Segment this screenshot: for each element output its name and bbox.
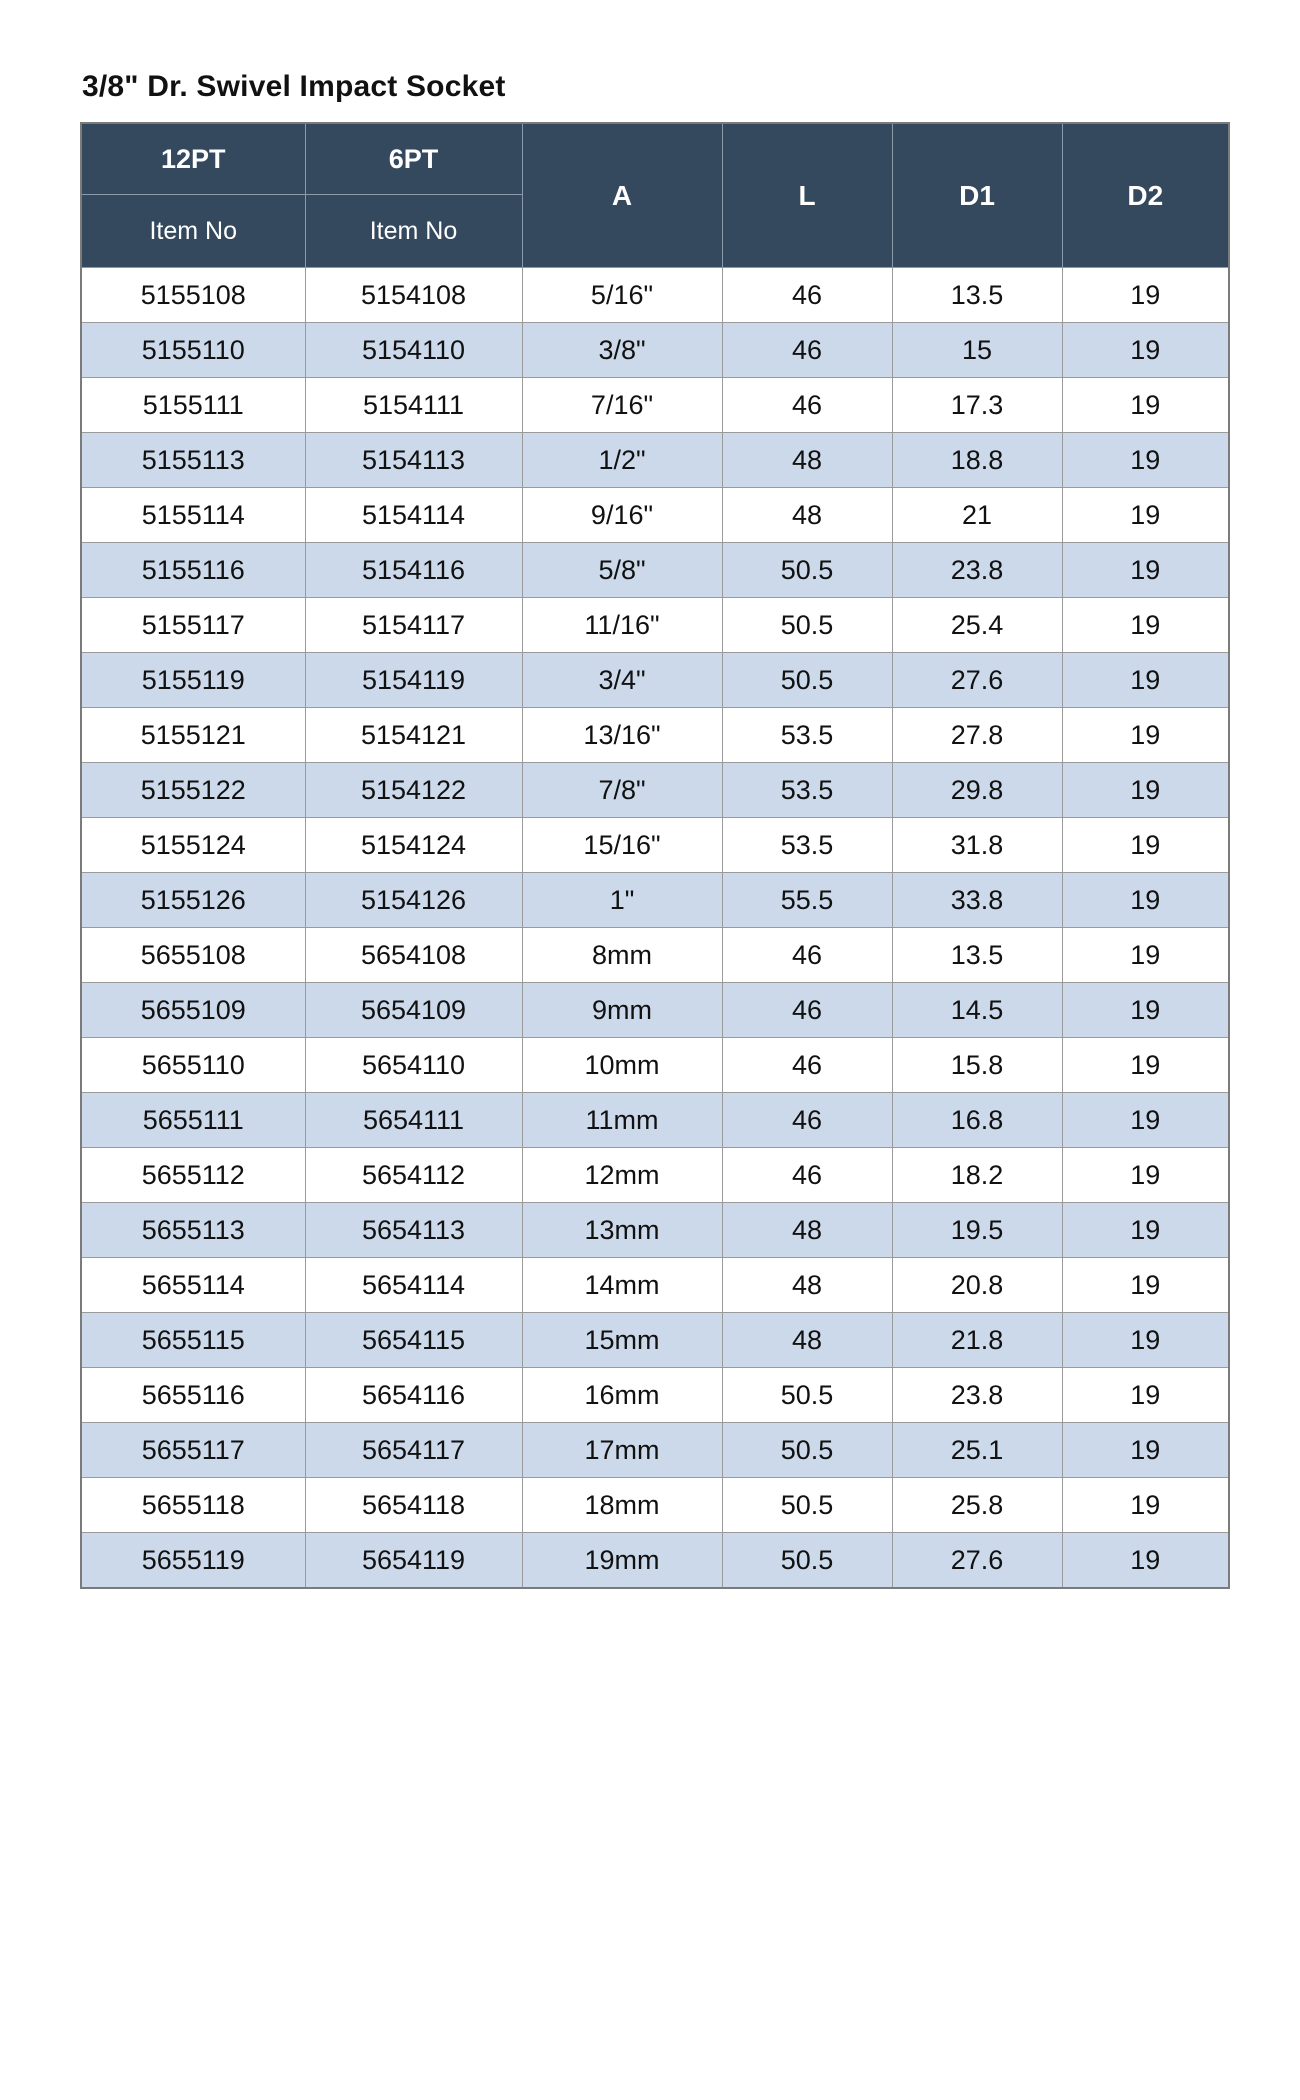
cell-12pt-item-no: 5155108 (81, 268, 305, 323)
cell-12pt-item-no: 5155124 (81, 818, 305, 873)
cell-a: 13/16" (522, 708, 722, 763)
cell-l: 50.5 (722, 1423, 892, 1478)
cell-a: 12mm (522, 1148, 722, 1203)
cell-d2: 19 (1062, 1533, 1229, 1589)
cell-a: 1" (522, 873, 722, 928)
cell-l: 48 (722, 433, 892, 488)
table-row (81, 433, 1229, 488)
cell-6pt-item-no: 5154119 (305, 653, 522, 708)
table-row (81, 818, 1229, 873)
cell-l: 50.5 (722, 1533, 892, 1589)
cell-l: 48 (722, 1203, 892, 1258)
cell-a: 5/16" (522, 268, 722, 323)
cell-l: 50.5 (722, 543, 892, 598)
cell-d1: 15 (892, 323, 1062, 378)
cell-d2: 19 (1062, 433, 1229, 488)
cell-l: 46 (722, 268, 892, 323)
column-header-d2: D2 (1062, 123, 1229, 268)
cell-12pt-item-no: 5655119 (81, 1533, 305, 1589)
cell-12pt-item-no: 5155114 (81, 488, 305, 543)
cell-12pt-item-no: 5155122 (81, 763, 305, 818)
cell-d2: 19 (1062, 1258, 1229, 1313)
column-header-l: L (722, 123, 892, 268)
cell-l: 48 (722, 1313, 892, 1368)
cell-12pt-item-no: 5655116 (81, 1368, 305, 1423)
cell-a: 14mm (522, 1258, 722, 1313)
cell-12pt-item-no: 5155117 (81, 598, 305, 653)
cell-12pt-item-no: 5655114 (81, 1258, 305, 1313)
cell-l: 53.5 (722, 763, 892, 818)
cell-d2: 19 (1062, 763, 1229, 818)
cell-d2: 19 (1062, 598, 1229, 653)
table-row (81, 1038, 1229, 1093)
cell-6pt-item-no: 5654114 (305, 1258, 522, 1313)
cell-d1: 20.8 (892, 1258, 1062, 1313)
cell-6pt-item-no: 5154117 (305, 598, 522, 653)
cell-d1: 21.8 (892, 1313, 1062, 1368)
table-row (81, 488, 1229, 543)
cell-12pt-item-no: 5655109 (81, 983, 305, 1038)
table-row (81, 708, 1229, 763)
cell-l: 48 (722, 1258, 892, 1313)
table-row (81, 653, 1229, 708)
table-row (81, 873, 1229, 928)
cell-12pt-item-no: 5155119 (81, 653, 305, 708)
cell-6pt-item-no: 5654108 (305, 928, 522, 983)
cell-a: 5/8" (522, 543, 722, 598)
table-row (81, 598, 1229, 653)
cell-6pt-item-no: 5154121 (305, 708, 522, 763)
cell-12pt-item-no: 5655112 (81, 1148, 305, 1203)
cell-6pt-item-no: 5654113 (305, 1203, 522, 1258)
table-row (81, 1313, 1229, 1368)
cell-d1: 13.5 (892, 268, 1062, 323)
cell-a: 10mm (522, 1038, 722, 1093)
cell-d1: 25.4 (892, 598, 1062, 653)
table-row (81, 1368, 1229, 1423)
cell-l: 46 (722, 1038, 892, 1093)
cell-6pt-item-no: 5154110 (305, 323, 522, 378)
page-title: 3/8" Dr. Swivel Impact Socket (82, 70, 506, 103)
cell-12pt-item-no: 5155113 (81, 433, 305, 488)
cell-d2: 19 (1062, 488, 1229, 543)
cell-a: 9mm (522, 983, 722, 1038)
specification-table (80, 122, 1230, 1589)
cell-l: 46 (722, 1148, 892, 1203)
cell-6pt-item-no: 5154113 (305, 433, 522, 488)
table-row (81, 1423, 1229, 1478)
cell-d2: 19 (1062, 268, 1229, 323)
column-header-d1: D1 (892, 123, 1062, 268)
cell-12pt-item-no: 5655118 (81, 1478, 305, 1533)
cell-d2: 19 (1062, 983, 1229, 1038)
table-header-row-primary (81, 123, 1229, 195)
cell-l: 55.5 (722, 873, 892, 928)
column-header-a: A (522, 123, 722, 268)
cell-d1: 29.8 (892, 763, 1062, 818)
cell-a: 3/4" (522, 653, 722, 708)
cell-d2: 19 (1062, 1038, 1229, 1093)
cell-a: 8mm (522, 928, 722, 983)
cell-12pt-item-no: 5155126 (81, 873, 305, 928)
cell-6pt-item-no: 5154122 (305, 763, 522, 818)
cell-d2: 19 (1062, 1313, 1229, 1368)
cell-6pt-item-no: 5654109 (305, 983, 522, 1038)
cell-a: 11/16" (522, 598, 722, 653)
cell-6pt-item-no: 5154111 (305, 378, 522, 433)
table-row (81, 983, 1229, 1038)
cell-l: 46 (722, 378, 892, 433)
cell-6pt-item-no: 5154126 (305, 873, 522, 928)
table-row (81, 763, 1229, 818)
cell-d2: 19 (1062, 873, 1229, 928)
cell-6pt-item-no: 5654112 (305, 1148, 522, 1203)
cell-d1: 19.5 (892, 1203, 1062, 1258)
cell-6pt-item-no: 5654118 (305, 1478, 522, 1533)
cell-d2: 19 (1062, 543, 1229, 598)
cell-12pt-item-no: 5655117 (81, 1423, 305, 1478)
cell-12pt-item-no: 5155111 (81, 378, 305, 433)
cell-d1: 31.8 (892, 818, 1062, 873)
table-row (81, 543, 1229, 598)
cell-d1: 17.3 (892, 378, 1062, 433)
cell-6pt-item-no: 5154116 (305, 543, 522, 598)
cell-d2: 19 (1062, 1203, 1229, 1258)
cell-l: 53.5 (722, 818, 892, 873)
column-subheader-12pt-item-no: Item No (81, 195, 305, 268)
cell-d2: 19 (1062, 653, 1229, 708)
column-header-12pt: 12PT (81, 123, 305, 195)
cell-6pt-item-no: 5154108 (305, 268, 522, 323)
table-row (81, 1258, 1229, 1313)
cell-l: 50.5 (722, 1478, 892, 1533)
table-row (81, 378, 1229, 433)
table-row (81, 928, 1229, 983)
cell-12pt-item-no: 5655113 (81, 1203, 305, 1258)
cell-d2: 19 (1062, 1423, 1229, 1478)
cell-l: 46 (722, 323, 892, 378)
cell-12pt-item-no: 5155121 (81, 708, 305, 763)
column-header-6pt: 6PT (305, 123, 522, 195)
table-row (81, 1203, 1229, 1258)
cell-6pt-item-no: 5654110 (305, 1038, 522, 1093)
cell-d1: 27.6 (892, 1533, 1062, 1589)
cell-12pt-item-no: 5655108 (81, 928, 305, 983)
cell-6pt-item-no: 5154114 (305, 488, 522, 543)
cell-d1: 13.5 (892, 928, 1062, 983)
cell-l: 50.5 (722, 1368, 892, 1423)
cell-d1: 23.8 (892, 1368, 1062, 1423)
table-header (81, 123, 1229, 268)
cell-a: 15/16" (522, 818, 722, 873)
cell-l: 53.5 (722, 708, 892, 763)
table-row (81, 1478, 1229, 1533)
cell-6pt-item-no: 5654115 (305, 1313, 522, 1368)
cell-a: 1/2" (522, 433, 722, 488)
table-body (81, 268, 1229, 1589)
cell-12pt-item-no: 5155110 (81, 323, 305, 378)
cell-l: 46 (722, 928, 892, 983)
cell-d1: 25.8 (892, 1478, 1062, 1533)
cell-6pt-item-no: 5654119 (305, 1533, 522, 1589)
cell-a: 11mm (522, 1093, 722, 1148)
cell-d1: 23.8 (892, 543, 1062, 598)
cell-d1: 16.8 (892, 1093, 1062, 1148)
cell-12pt-item-no: 5655110 (81, 1038, 305, 1093)
cell-a: 15mm (522, 1313, 722, 1368)
cell-a: 3/8" (522, 323, 722, 378)
cell-l: 50.5 (722, 598, 892, 653)
cell-6pt-item-no: 5654117 (305, 1423, 522, 1478)
cell-a: 17mm (522, 1423, 722, 1478)
cell-d1: 33.8 (892, 873, 1062, 928)
cell-d1: 27.8 (892, 708, 1062, 763)
cell-d2: 19 (1062, 378, 1229, 433)
cell-12pt-item-no: 5655115 (81, 1313, 305, 1368)
cell-6pt-item-no: 5654116 (305, 1368, 522, 1423)
cell-d1: 14.5 (892, 983, 1062, 1038)
cell-d2: 19 (1062, 1368, 1229, 1423)
cell-d1: 18.8 (892, 433, 1062, 488)
cell-12pt-item-no: 5155116 (81, 543, 305, 598)
table-row (81, 1093, 1229, 1148)
cell-l: 50.5 (722, 653, 892, 708)
cell-d2: 19 (1062, 323, 1229, 378)
cell-a: 18mm (522, 1478, 722, 1533)
cell-a: 9/16" (522, 488, 722, 543)
table-row (81, 323, 1229, 378)
table-row (81, 1148, 1229, 1203)
table-row (81, 1533, 1229, 1589)
cell-d1: 18.2 (892, 1148, 1062, 1203)
cell-d1: 15.8 (892, 1038, 1062, 1093)
cell-l: 48 (722, 488, 892, 543)
cell-l: 46 (722, 1093, 892, 1148)
cell-d2: 19 (1062, 1148, 1229, 1203)
cell-a: 7/16" (522, 378, 722, 433)
cell-d2: 19 (1062, 1093, 1229, 1148)
cell-6pt-item-no: 5654111 (305, 1093, 522, 1148)
column-subheader-6pt-item-no: Item No (305, 195, 522, 268)
cell-6pt-item-no: 5154124 (305, 818, 522, 873)
cell-d2: 19 (1062, 818, 1229, 873)
cell-d2: 19 (1062, 1478, 1229, 1533)
cell-d2: 19 (1062, 928, 1229, 983)
cell-d1: 21 (892, 488, 1062, 543)
cell-l: 46 (722, 983, 892, 1038)
cell-a: 19mm (522, 1533, 722, 1589)
cell-d1: 27.6 (892, 653, 1062, 708)
cell-a: 13mm (522, 1203, 722, 1258)
cell-a: 16mm (522, 1368, 722, 1423)
cell-12pt-item-no: 5655111 (81, 1093, 305, 1148)
cell-d2: 19 (1062, 708, 1229, 763)
cell-d1: 25.1 (892, 1423, 1062, 1478)
cell-a: 7/8" (522, 763, 722, 818)
table-row (81, 268, 1229, 323)
